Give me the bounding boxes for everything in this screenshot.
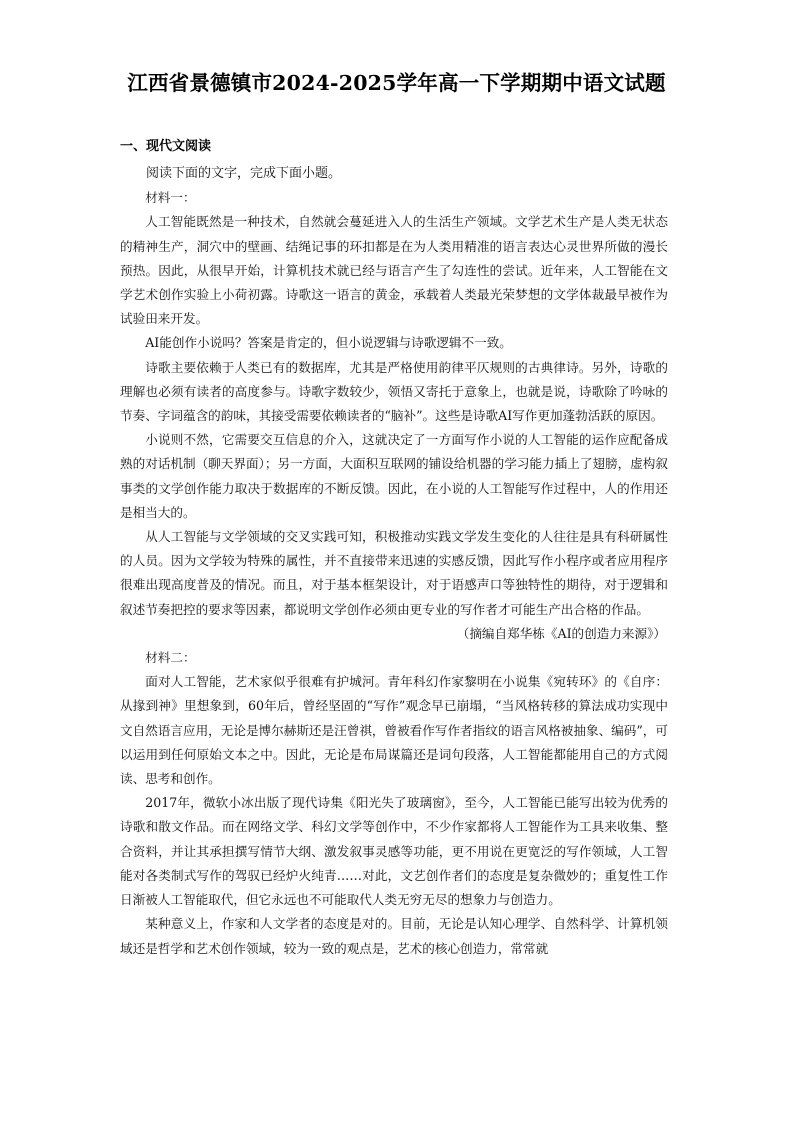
reading-passage bbox=[120, 162, 668, 961]
material-one-label: 材料一： bbox=[145, 190, 196, 206]
section-heading: 一、现代文阅读 bbox=[120, 139, 212, 154]
material-two-paragraph: 2017年，微软小冰出版了现代诗集《阳光失了玻璃窗》，至今，人工智能已能写出较为优秀的诗歌和散文作品。而在网络文学、科幻文学等创作中，不少作家都将人工智能作为工具来收集、整合资料，并让其承担撰写情节大纲、激发叙事灵感等功能，更不用说在更宽泛的写作领域，人工智能对各类制式写作的驾驭已经炉火纯青……对此，文艺创作者们的态度是复杂微妙的；重复性工作日渐被人工智能取代，但它永远也不可能取代人类无穷无尽的想象力与创造力。 bbox=[120, 795, 668, 908]
material-two-label: 材料二： bbox=[145, 650, 196, 666]
material-two-paragraph: 某种意义上，作家和人文学者的态度是对的。目前，无论是认知心理学、自然科学、计算机领域还是哲学和艺术创作领域，较为一致的观点是，艺术的核心创造力，常常就 bbox=[120, 916, 668, 956]
material-one-source: （摘编自郑华栋《AI的创造力来源》） bbox=[456, 625, 666, 641]
material-one-paragraph: 小说则不然，它需要交互信息的介入，这就决定了一方面写作小说的人工智能的运作应配备成熟的对话机制（聊天界面）；另一方面，大面积互联网的铺设给机器的学习能力插上了翅膀，虚构叙事类的文学创作能力取决于数据库的不断反馈。因此，在小说的人工智能写作过程中，人的作用还是相当大的。 bbox=[120, 432, 668, 520]
page-title: 江西省景德镇市2024-2025学年高一下学期期中语文试题 bbox=[127, 71, 666, 95]
material-one-paragraph: AI能创作小说吗？答案是肯定的，但小说逻辑与诗歌逻辑不一致。 bbox=[145, 335, 512, 351]
material-two-paragraph: 面对人工智能，艺术家似乎很难有护城河。青年科幻作家黎明在小说集《宛转环》的《自序：从掾到神》里想象到，60年后，曾经坚固的“写作”观念早已崩塌，“当风格转移的算法成功实现中文自然语言应用，无论是博尔赫斯还是汪曾祺，曾被看作写作者指纹的语言风格被抽象、编码”，可以运用到任何原始文本之中。因此，无论是布局谋篇还是词句段落，人工智能都能用自己的方式阅读、思考和创作。 bbox=[120, 674, 668, 787]
material-one-paragraph: 从人工智能与文学领域的交叉实践可知，积极推动实践文学发生变化的人往往是具有科研属性的人员。因为文学较为特殊的属性，并不直接带来迅速的实感反馈，因此写作小程序或者应用程序很难出现高度普及的情况。而且，对于基本框架设计，对于语感声口等独特性的期待，对于逻辑和叙述节奏把控的要求等因素，都说明文学创作必须由更专业的写作者才可能生产出合格的作品。 bbox=[120, 529, 668, 617]
material-one-paragraph: 诗歌主要依赖于人类已有的数据库，尤其是严格使用韵律平仄规则的古典律诗。另外，诗歌的理解也必须有读者的高度参与。诗歌字数较少，领悟又寄托于意象上，也就是说，诗歌除了吟咏的节奏、字词蕴含的韵味，其接受需要依赖读者的“脑补”。这些是诗歌AI写作更加蓬勃活跃的原因。 bbox=[120, 359, 668, 424]
reading-instruction: 阅读下面的文字，完成下面小题。 bbox=[146, 166, 342, 181]
material-one-paragraph: 人工智能既然是一种技术，自然就会蔓延进入人的生活生产领域。文学艺术生产是人类无状态的精神生产，洞穴中的壁画、结绳记事的环扣都是在为人类用精准的语言表达心灵世界所做的漫长预热。因此，从很早开始，计算机技术就已经与语言产生了勾连性的尝试。近年来，人工智能在文学艺术创作实验上小荷初露。诗歌这一语言的黄金，承载着人类最光荣梦想的文学体裁最早被作为试验田来开发。 bbox=[120, 214, 668, 327]
